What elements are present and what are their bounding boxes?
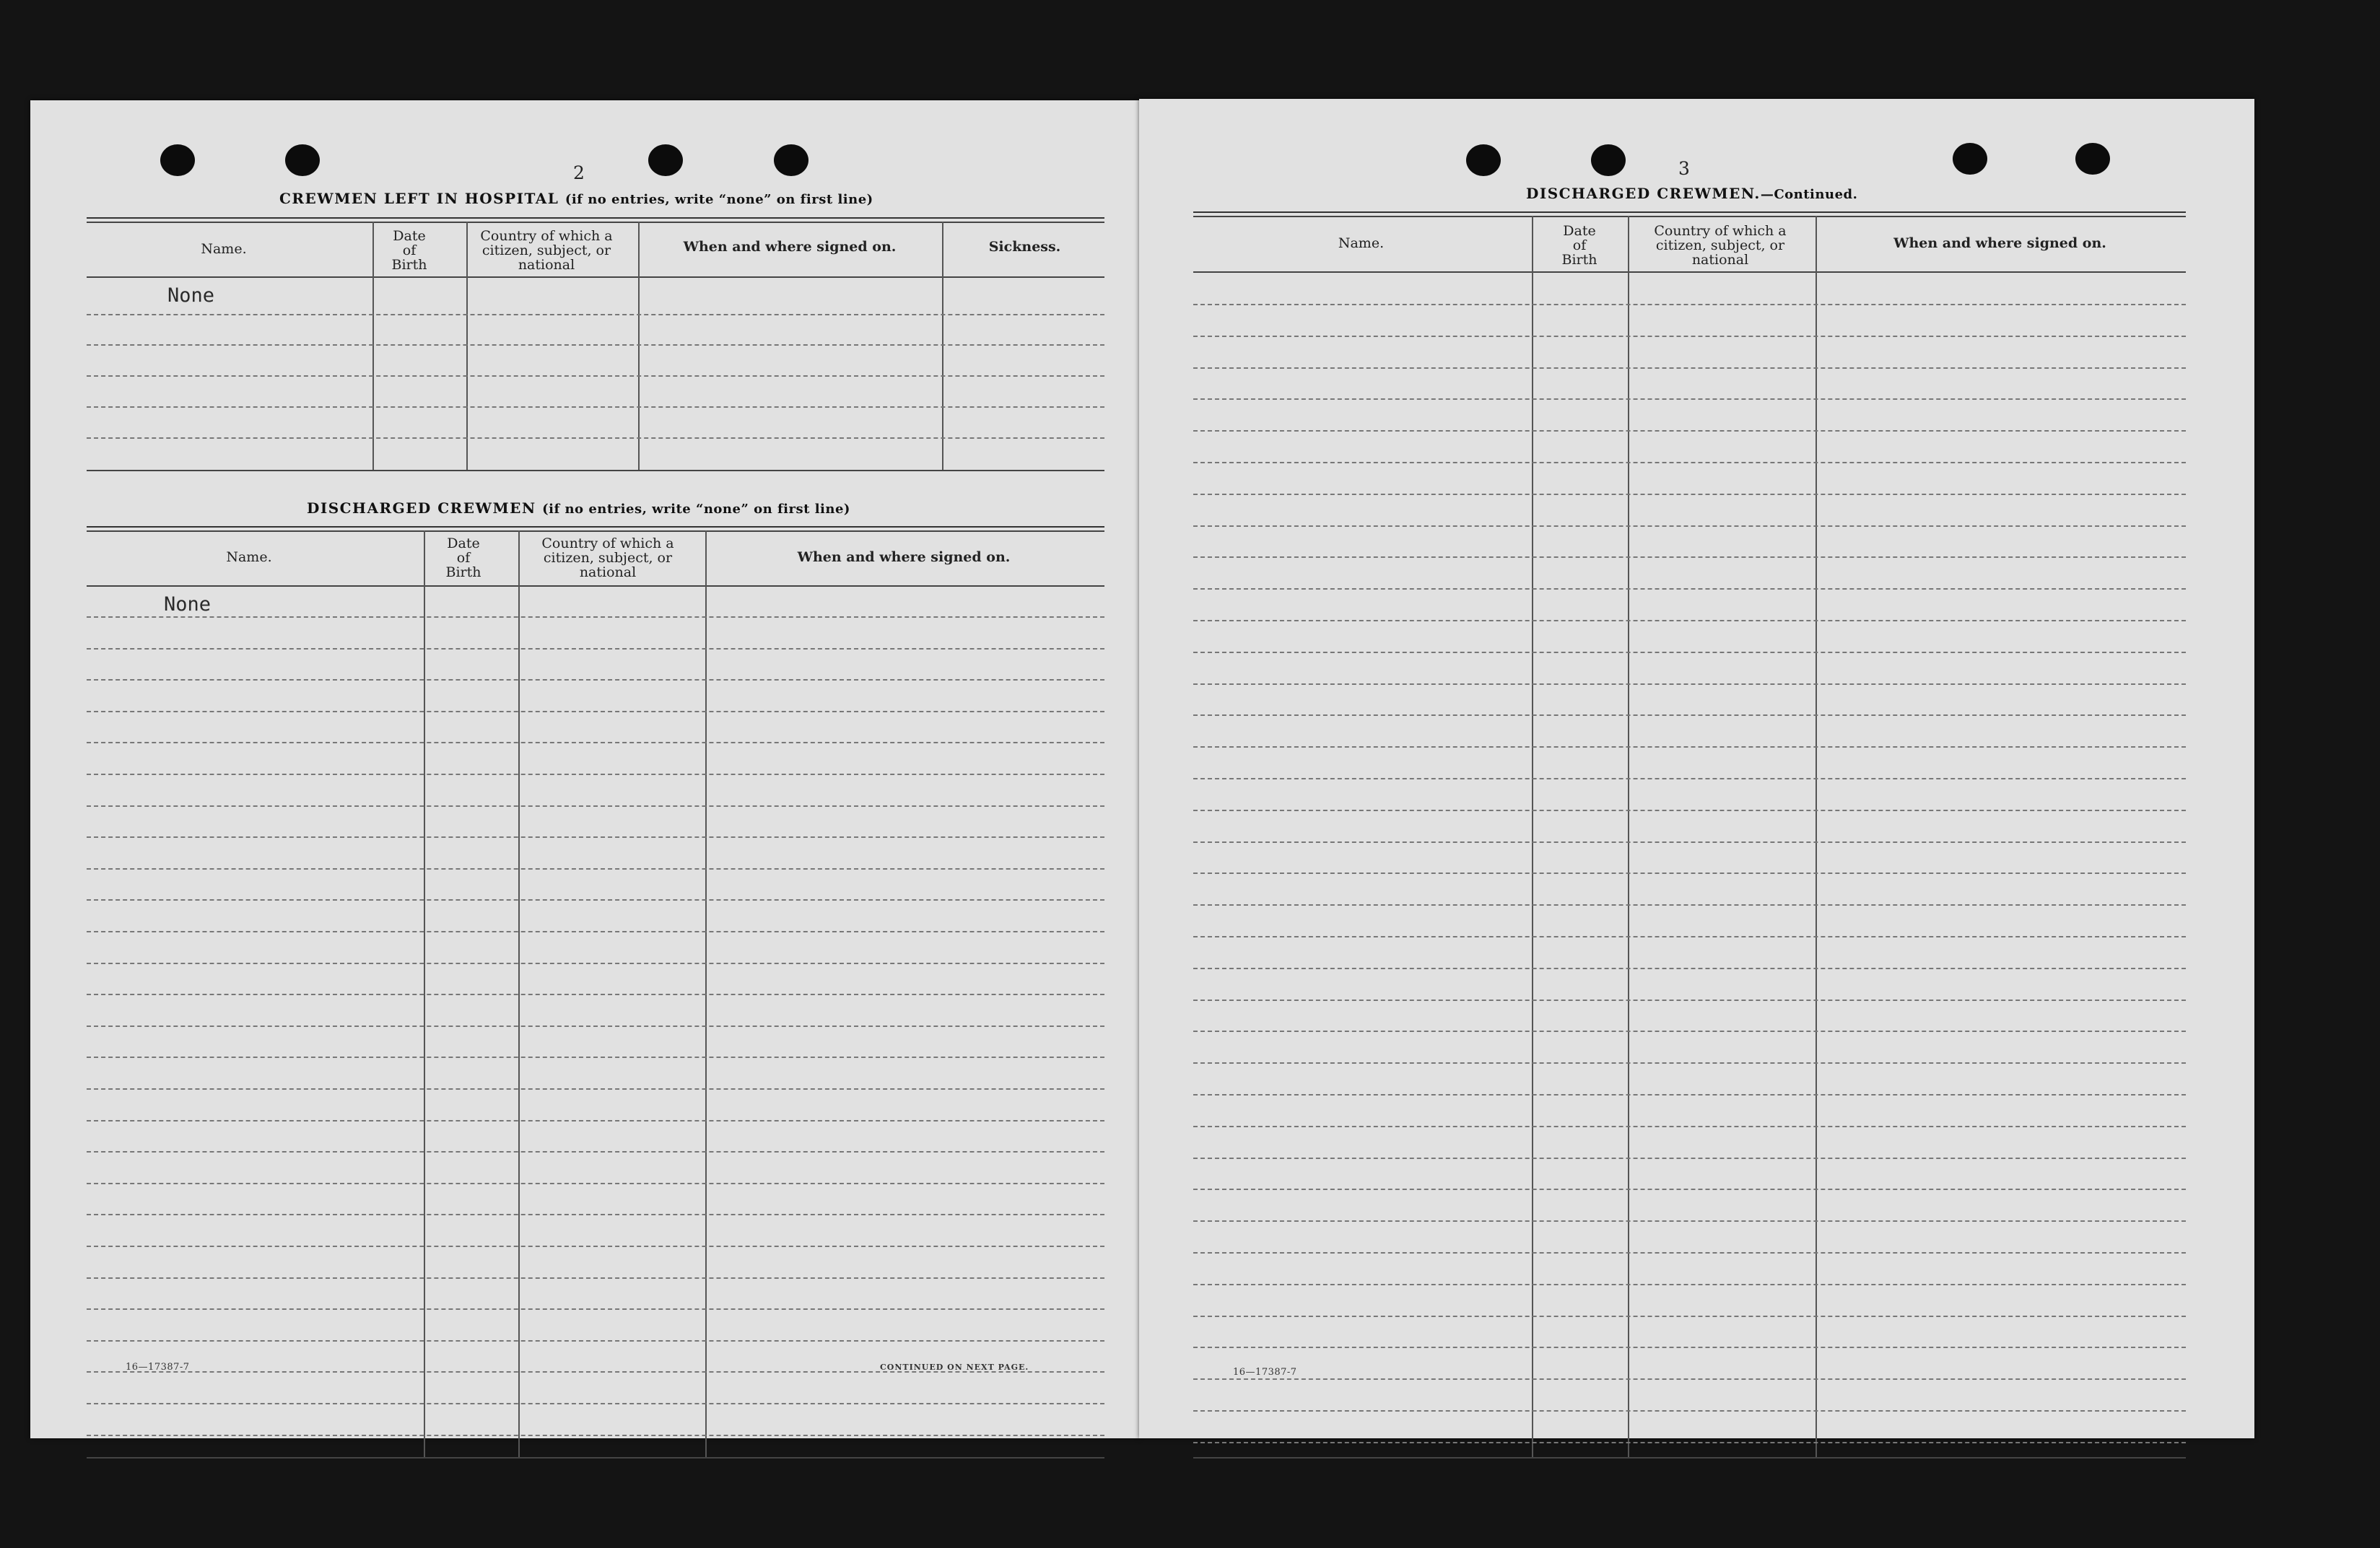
header-bottom-rule (1193, 271, 2186, 273)
entry-line (1193, 778, 2186, 779)
entry-line (1193, 620, 2186, 621)
entry-line (1193, 1062, 2186, 1064)
entry-line (87, 1246, 1104, 1247)
entry-line (87, 1308, 1104, 1310)
continued-note: CONTINUED ON NEXT PAGE. (880, 1363, 1029, 1372)
entry-line (1193, 904, 2186, 906)
section-continued-text: —Continued. (1760, 187, 1858, 202)
entry-line (1193, 1189, 2186, 1190)
entry-line (1193, 1284, 2186, 1285)
entry-line (87, 314, 1104, 315)
entry-line (1193, 556, 2186, 558)
entry-line (1193, 652, 2186, 653)
entry-line (1193, 746, 2186, 748)
hospital-section-title (279, 190, 873, 207)
entry-line (1193, 1031, 2186, 1032)
column-divider (466, 222, 468, 471)
entry-line (1193, 841, 2186, 843)
left-page (30, 100, 1139, 1438)
header-bottom-rule (87, 276, 1104, 278)
column-header-date-of-birth: Date of Birth (1561, 223, 1597, 268)
entry-line (1193, 304, 2186, 305)
entry-line (1193, 525, 2186, 527)
punch-hole (160, 144, 195, 176)
column-header-name: Name. (1338, 235, 1385, 251)
column-header-signed-on: When and where signed on. (1893, 235, 2106, 251)
entry-line (87, 1183, 1104, 1184)
form-code: 16—17387-7 (1233, 1367, 1297, 1378)
entry-line (87, 963, 1104, 964)
entry-line (1193, 1158, 2186, 1159)
entry-line (1193, 683, 2186, 685)
entry-line (1193, 968, 2186, 969)
entry-line (87, 1277, 1104, 1279)
entry-line (1193, 1378, 2186, 1380)
entry-line (87, 375, 1104, 377)
table-bottom-rule (87, 1457, 1104, 1459)
entry-line (1193, 1442, 2186, 1443)
entry-line (1193, 588, 2186, 590)
entry-line (87, 1026, 1104, 1027)
column-header-date-of-birth: Date of Birth (391, 228, 427, 273)
punch-hole (2075, 143, 2110, 175)
entry-line (87, 344, 1104, 346)
column-header-country: Country of which a citizen, subject, or national (1654, 223, 1787, 268)
column-header-name: Name. (226, 549, 272, 565)
discharged-title-note: (if no entries, write “none” on first line) (542, 502, 850, 517)
entry-line (87, 1214, 1104, 1215)
discharged-title-text: DISCHARGED CREWMEN (307, 499, 536, 517)
column-divider (638, 222, 640, 471)
column-header-country: Country of which a citizen, subject, or national (480, 228, 613, 273)
entry-line (87, 437, 1104, 439)
section-title-text: DISCHARGED CREWMEN. (1526, 185, 1761, 202)
entry-line (1193, 1126, 2186, 1127)
table-top-rule (87, 526, 1104, 528)
entry-line (1193, 1252, 2186, 1254)
entry-line (87, 1057, 1104, 1058)
right-page (1139, 99, 2254, 1438)
discharged-section-title (307, 499, 850, 517)
entry-line (87, 994, 1104, 995)
entry-line (87, 1120, 1104, 1121)
column-header-sickness: Sickness. (988, 239, 1061, 255)
entry-line (87, 1340, 1104, 1342)
entry-line (87, 742, 1104, 743)
punch-hole (774, 144, 808, 176)
entry-line (87, 1088, 1104, 1090)
table-top-rule (87, 217, 1104, 219)
entry-line (1193, 810, 2186, 811)
entry-line (1193, 336, 2186, 337)
table-bottom-rule (87, 470, 1104, 471)
column-header-date-of-birth: Date of Birth (445, 535, 481, 580)
entry-line (87, 836, 1104, 838)
hospital-entry-name: None (167, 284, 215, 307)
entry-line (87, 679, 1104, 681)
punch-hole (285, 144, 320, 176)
column-divider (372, 222, 374, 471)
entry-line (87, 774, 1104, 775)
entry-line (1193, 367, 2186, 369)
entry-line (1193, 1316, 2186, 1317)
punch-hole (1591, 144, 1626, 176)
header-bottom-rule (87, 585, 1104, 587)
entry-line (1193, 494, 2186, 495)
entry-line (87, 868, 1104, 870)
page-number: 2 (573, 162, 585, 183)
entry-line (1193, 1347, 2186, 1348)
punch-hole (1466, 144, 1501, 176)
entry-line (1193, 1410, 2186, 1412)
entry-line (1193, 1094, 2186, 1096)
entry-line (87, 616, 1104, 618)
punch-hole (648, 144, 683, 176)
entry-line (87, 711, 1104, 712)
column-divider (1628, 216, 1629, 1459)
entry-line (1193, 398, 2186, 400)
table-top-rule (1193, 211, 2186, 213)
column-header-signed-on: When and where signed on. (683, 239, 897, 255)
entry-line (1193, 462, 2186, 463)
entry-line (87, 805, 1104, 807)
discharged-continued-title (1526, 185, 1857, 202)
column-header-country: Country of which a citizen, subject, or national (541, 535, 674, 580)
form-code: 16—17387-7 (126, 1362, 190, 1373)
entry-line (1193, 714, 2186, 716)
column-divider (1532, 216, 1533, 1459)
entry-line (87, 648, 1104, 650)
page-number: 3 (1678, 158, 1690, 179)
table-bottom-rule (1193, 1457, 2186, 1459)
entry-line (1193, 1000, 2186, 1001)
column-header-name: Name. (201, 241, 247, 257)
entry-line (1193, 936, 2186, 937)
punch-hole (1953, 143, 1987, 175)
entry-line (1193, 430, 2186, 432)
entry-line (87, 1151, 1104, 1153)
column-divider (942, 222, 943, 471)
entry-line (87, 406, 1104, 408)
entry-line (87, 931, 1104, 932)
entry-line (1193, 1220, 2186, 1222)
discharged-entry-name: None (164, 593, 212, 616)
entry-line (87, 1435, 1104, 1436)
column-divider (1815, 216, 1817, 1459)
hospital-title-note: (if no entries, write “none” on first line) (565, 192, 873, 207)
hospital-title-text: CREWMEN LEFT IN HOSPITAL (279, 190, 559, 207)
entry-line (87, 1403, 1104, 1404)
entry-line (87, 899, 1104, 901)
entry-line (1193, 873, 2186, 874)
column-header-signed-on: When and where signed on. (797, 549, 1011, 565)
